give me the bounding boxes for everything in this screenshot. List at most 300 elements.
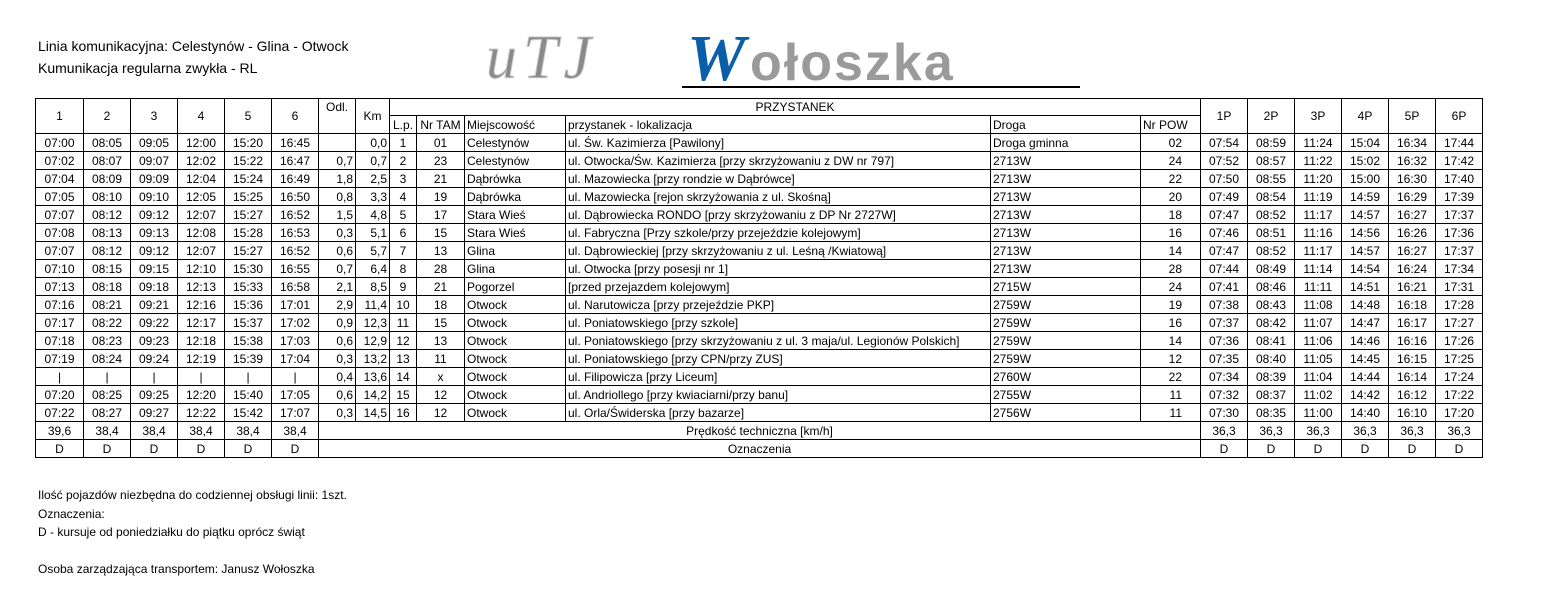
col-header-lokalizacja: przystanek - lokalizacja (566, 116, 991, 134)
km: 0,0 (356, 134, 390, 152)
locality: Otwock (465, 368, 566, 386)
dep-3: | (131, 368, 178, 386)
distance: 0,3 (319, 224, 356, 242)
stop-location: ul. Otwocka [przy posesji nr 1] (566, 260, 991, 278)
distance: 1,5 (319, 206, 356, 224)
tam-number: 21 (417, 278, 465, 296)
dep-6: 16:55 (272, 260, 319, 278)
stop-number: 3 (390, 170, 417, 188)
dep-5: 15:24 (225, 170, 272, 188)
dep-3: 09:12 (131, 242, 178, 260)
road: 2713W (991, 224, 1141, 242)
col-header-km: Km (356, 99, 390, 134)
speed-ret-2: 36,3 (1248, 422, 1295, 440)
distance: 0,9 (319, 314, 356, 332)
road: 2759W (991, 296, 1141, 314)
ret-1: 07:46 (1201, 224, 1248, 242)
locality: Pogorzel (465, 278, 566, 296)
ret-4: 15:00 (1342, 170, 1389, 188)
tam-number: 13 (417, 332, 465, 350)
col-header-ret-3: 3P (1295, 99, 1342, 134)
col-header-ret-1: 1P (1201, 99, 1248, 134)
road: 2759W (991, 332, 1141, 350)
road: 2713W (991, 260, 1141, 278)
ret-6: 17:37 (1436, 206, 1483, 224)
dep-2: 08:12 (84, 206, 131, 224)
mark-out-6: D (272, 440, 319, 458)
tam-number: x (417, 368, 465, 386)
speed-ret-3: 36,3 (1295, 422, 1342, 440)
pow-number: 28 (1141, 260, 1201, 278)
pow-number: 22 (1141, 368, 1201, 386)
marks-row (36, 440, 1483, 458)
road: 2759W (991, 314, 1141, 332)
dep-6: 16:45 (272, 134, 319, 152)
ret-2: 08:52 (1248, 242, 1295, 260)
line-title: Linia komunikacyjna: Celestynów - Glina - Otwock (38, 38, 349, 54)
distance: 1,8 (319, 170, 356, 188)
ret-4: 14:59 (1342, 188, 1389, 206)
dep-3: 09:05 (131, 134, 178, 152)
km: 12,3 (356, 314, 390, 332)
ret-3: 11:24 (1295, 134, 1342, 152)
ret-2: 08:41 (1248, 332, 1295, 350)
ret-2: 08:46 (1248, 278, 1295, 296)
stop-number: 12 (390, 332, 417, 350)
speed-label: Prędkość techniczna [km/h] (319, 422, 1201, 440)
pow-number: 02 (1141, 134, 1201, 152)
dep-1: 07:02 (36, 152, 84, 170)
locality: Otwock (465, 314, 566, 332)
ret-1: 07:32 (1201, 386, 1248, 404)
ret-3: 11:20 (1295, 170, 1342, 188)
ret-6: 17:22 (1436, 386, 1483, 404)
logo-name: ołoszka (750, 34, 955, 92)
km: 14,5 (356, 404, 390, 422)
dep-6: 17:02 (272, 314, 319, 332)
dep-4: 12:19 (178, 350, 225, 368)
table-row (36, 152, 1483, 170)
logo-w: W (687, 22, 746, 92)
distance (319, 134, 356, 152)
ret-5: 16:29 (1389, 188, 1436, 206)
dep-3: 09:25 (131, 386, 178, 404)
dep-2: 08:07 (84, 152, 131, 170)
ret-5: 16:10 (1389, 404, 1436, 422)
pow-number: 22 (1141, 170, 1201, 188)
table-row (36, 296, 1483, 314)
dep-1: 07:13 (36, 278, 84, 296)
road: 2715W (991, 278, 1141, 296)
dep-4: 12:00 (178, 134, 225, 152)
dep-6: 16:49 (272, 170, 319, 188)
stop-location: ul. Mazowiecka [przy rondzie w Dąbrówce] (566, 170, 991, 188)
distance: 0,8 (319, 188, 356, 206)
dep-3: 09:13 (131, 224, 178, 242)
ret-4: 14:42 (1342, 386, 1389, 404)
ret-6: 17:36 (1436, 224, 1483, 242)
ret-4: 14:45 (1342, 350, 1389, 368)
dep-5: 15:30 (225, 260, 272, 278)
tam-number: 28 (417, 260, 465, 278)
km: 2,5 (356, 170, 390, 188)
dep-2: 08:24 (84, 350, 131, 368)
road: 2713W (991, 152, 1141, 170)
dep-4: 12:02 (178, 152, 225, 170)
distance: 2,9 (319, 296, 356, 314)
dep-6: 17:01 (272, 296, 319, 314)
vehicles-note: Ilość pojazdów niezbędna do codziennej obsługi linii: 1szt. (38, 488, 347, 502)
dep-3: 09:09 (131, 170, 178, 188)
dep-3: 09:15 (131, 260, 178, 278)
speed-out-6: 38,4 (272, 422, 319, 440)
dep-2: 08:12 (84, 242, 131, 260)
ret-3: 11:07 (1295, 314, 1342, 332)
pow-number: 11 (1141, 404, 1201, 422)
dep-5: 15:37 (225, 314, 272, 332)
dep-5: 15:38 (225, 332, 272, 350)
distance: 0,6 (319, 242, 356, 260)
pow-number: 19 (1141, 296, 1201, 314)
ret-5: 16:27 (1389, 242, 1436, 260)
speed-out-2: 38,4 (84, 422, 131, 440)
marks-label: Oznaczenia (319, 440, 1201, 458)
ret-6: 17:34 (1436, 260, 1483, 278)
table-row (36, 332, 1483, 350)
distance: 0,7 (319, 152, 356, 170)
ret-1: 07:52 (1201, 152, 1248, 170)
stop-number: 13 (390, 350, 417, 368)
ret-6: 17:28 (1436, 296, 1483, 314)
tam-number: 12 (417, 386, 465, 404)
ret-3: 11:08 (1295, 296, 1342, 314)
km: 13,6 (356, 368, 390, 386)
speed-out-5: 38,4 (225, 422, 272, 440)
speed-out-3: 38,4 (131, 422, 178, 440)
dep-2: | (84, 368, 131, 386)
col-header-out-4: 4 (178, 99, 225, 134)
col-header-nr-tam: Nr TAM (417, 116, 465, 134)
dep-6: 16:53 (272, 224, 319, 242)
dep-2: 08:27 (84, 404, 131, 422)
ret-1: 07:54 (1201, 134, 1248, 152)
stop-number: 1 (390, 134, 417, 152)
tam-number: 15 (417, 314, 465, 332)
locality: Otwock (465, 404, 566, 422)
ret-4: 14:48 (1342, 296, 1389, 314)
mark-ret-1: D (1201, 440, 1248, 458)
dep-6: 17:04 (272, 350, 319, 368)
company-logo (482, 22, 1082, 92)
stop-location: ul. Narutowicza [przy przejeździe PKP] (566, 296, 991, 314)
ret-6: 17:27 (1436, 314, 1483, 332)
stop-number: 10 (390, 296, 417, 314)
col-header-ret-5: 5P (1389, 99, 1436, 134)
dep-6: 16:52 (272, 242, 319, 260)
dep-5: 15:27 (225, 206, 272, 224)
speed-ret-6: 36,3 (1436, 422, 1483, 440)
speed-out-1: 39,6 (36, 422, 84, 440)
ret-2: 08:42 (1248, 314, 1295, 332)
col-header-przystanek: PRZYSTANEK (390, 99, 1201, 116)
table-row (36, 386, 1483, 404)
pow-number: 20 (1141, 188, 1201, 206)
mark-ret-2: D (1248, 440, 1295, 458)
dep-1: 07:08 (36, 224, 84, 242)
col-header-out-6: 6 (272, 99, 319, 134)
ret-1: 07:38 (1201, 296, 1248, 314)
tam-number: 11 (417, 350, 465, 368)
locality: Celestynów (465, 134, 566, 152)
road: 2713W (991, 242, 1141, 260)
dep-5: 15:27 (225, 242, 272, 260)
dep-6: | (272, 368, 319, 386)
dep-1: 07:16 (36, 296, 84, 314)
stop-number: 16 (390, 404, 417, 422)
table-row (36, 260, 1483, 278)
ret-3: 11:11 (1295, 278, 1342, 296)
ret-2: 08:35 (1248, 404, 1295, 422)
km: 5,1 (356, 224, 390, 242)
ret-4: 14:44 (1342, 368, 1389, 386)
dep-5: 15:25 (225, 188, 272, 206)
pow-number: 14 (1141, 332, 1201, 350)
stop-location: ul. Św. Kazimierza [Pawilony] (566, 134, 991, 152)
pow-number: 14 (1141, 242, 1201, 260)
locality: Dąbrówka (465, 170, 566, 188)
pow-number: 16 (1141, 224, 1201, 242)
ret-5: 16:32 (1389, 152, 1436, 170)
dep-4: 12:16 (178, 296, 225, 314)
dep-2: 08:10 (84, 188, 131, 206)
dep-5: 15:20 (225, 134, 272, 152)
dep-1: 07:07 (36, 242, 84, 260)
km: 6,4 (356, 260, 390, 278)
col-header-out-3: 3 (131, 99, 178, 134)
ret-4: 14:56 (1342, 224, 1389, 242)
table-row (36, 224, 1483, 242)
col-header-miejscowosc: Miejscowość (465, 116, 566, 134)
km: 13,2 (356, 350, 390, 368)
tam-number: 17 (417, 206, 465, 224)
ret-2: 08:39 (1248, 368, 1295, 386)
locality: Otwock (465, 350, 566, 368)
speed-ret-5: 36,3 (1389, 422, 1436, 440)
distance: 0,7 (319, 260, 356, 278)
ret-3: 11:02 (1295, 386, 1342, 404)
dep-2: 08:13 (84, 224, 131, 242)
dep-1: 07:05 (36, 188, 84, 206)
mark-ret-3: D (1295, 440, 1342, 458)
col-header-ret-2: 2P (1248, 99, 1295, 134)
ret-4: 14:46 (1342, 332, 1389, 350)
ret-3: 11:22 (1295, 152, 1342, 170)
dep-2: 08:18 (84, 278, 131, 296)
col-header-lp: L.p. (390, 116, 417, 134)
distance: 0,6 (319, 332, 356, 350)
road: 2755W (991, 386, 1141, 404)
ret-2: 08:43 (1248, 296, 1295, 314)
stop-number: 9 (390, 278, 417, 296)
dep-6: 17:03 (272, 332, 319, 350)
ret-3: 11:16 (1295, 224, 1342, 242)
dep-1: 07:19 (36, 350, 84, 368)
ret-5: 16:26 (1389, 224, 1436, 242)
ret-4: 14:57 (1342, 206, 1389, 224)
dep-4: 12:07 (178, 242, 225, 260)
stop-number: 7 (390, 242, 417, 260)
col-header-ret-4: 4P (1342, 99, 1389, 134)
mark-ret-5: D (1389, 440, 1436, 458)
dep-5: 15:33 (225, 278, 272, 296)
ret-3: 11:14 (1295, 260, 1342, 278)
mark-out-3: D (131, 440, 178, 458)
dep-5: 15:42 (225, 404, 272, 422)
dep-4: 12:08 (178, 224, 225, 242)
ret-2: 08:37 (1248, 386, 1295, 404)
locality: Stara Wieś (465, 224, 566, 242)
ret-6: 17:42 (1436, 152, 1483, 170)
ret-2: 08:49 (1248, 260, 1295, 278)
dep-1: 07:07 (36, 206, 84, 224)
col-header-out-2: 2 (84, 99, 131, 134)
road: Droga gminna (991, 134, 1141, 152)
col-header-out-1: 1 (36, 99, 84, 134)
dep-6: 16:52 (272, 206, 319, 224)
km: 5,7 (356, 242, 390, 260)
table-row (36, 314, 1483, 332)
dep-2: 08:25 (84, 386, 131, 404)
dep-4: 12:13 (178, 278, 225, 296)
ret-5: 16:18 (1389, 296, 1436, 314)
dep-3: 09:07 (131, 152, 178, 170)
locality: Otwock (465, 296, 566, 314)
pow-number: 11 (1141, 386, 1201, 404)
table-row (36, 134, 1483, 152)
ret-1: 07:41 (1201, 278, 1248, 296)
stop-number: 4 (390, 188, 417, 206)
tam-number: 12 (417, 404, 465, 422)
dep-1: 07:00 (36, 134, 84, 152)
pow-number: 16 (1141, 314, 1201, 332)
col-header-nr-pow: Nr POW (1141, 116, 1201, 134)
ret-2: 08:40 (1248, 350, 1295, 368)
dep-3: 09:21 (131, 296, 178, 314)
ret-2: 08:51 (1248, 224, 1295, 242)
pow-number: 24 (1141, 278, 1201, 296)
road: 2713W (991, 170, 1141, 188)
ret-3: 11:19 (1295, 188, 1342, 206)
ret-6: 17:24 (1436, 368, 1483, 386)
locality: Stara Wieś (465, 206, 566, 224)
km: 4,8 (356, 206, 390, 224)
ret-5: 16:14 (1389, 368, 1436, 386)
dep-4: 12:07 (178, 206, 225, 224)
dep-4: 12:17 (178, 314, 225, 332)
legend-d: D - kursuje od poniedziałku do piątku oprócz świąt (38, 525, 305, 539)
dep-5: 15:22 (225, 152, 272, 170)
ret-4: 14:57 (1342, 242, 1389, 260)
ret-1: 07:47 (1201, 242, 1248, 260)
ret-2: 08:59 (1248, 134, 1295, 152)
speed-row (36, 422, 1483, 440)
mark-out-1: D (36, 440, 84, 458)
dep-3: 09:18 (131, 278, 178, 296)
dep-3: 09:12 (131, 206, 178, 224)
stop-location: ul. Dąbrowiecka RONDO [przy skrzyżowaniu z DP Nr 2727W] (566, 206, 991, 224)
dep-5: 15:28 (225, 224, 272, 242)
dep-6: 16:50 (272, 188, 319, 206)
mark-ret-6: D (1436, 440, 1483, 458)
stop-number: 2 (390, 152, 417, 170)
tam-number: 13 (417, 242, 465, 260)
dep-1: 07:04 (36, 170, 84, 188)
distance: 2,1 (319, 278, 356, 296)
ret-4: 14:51 (1342, 278, 1389, 296)
ret-4: 15:04 (1342, 134, 1389, 152)
ret-5: 16:12 (1389, 386, 1436, 404)
pow-number: 18 (1141, 206, 1201, 224)
stop-number: 5 (390, 206, 417, 224)
dep-2: 08:23 (84, 332, 131, 350)
stop-location: ul. Poniatowskiego [przy skrzyżowaniu z ul. 3 maja/ul. Legionów Polskich] (566, 332, 991, 350)
table-row (36, 278, 1483, 296)
mark-ret-4: D (1342, 440, 1389, 458)
line-type: Kumunikacja regularna zwykła - RL (38, 60, 258, 76)
ret-2: 08:55 (1248, 170, 1295, 188)
ret-3: 11:04 (1295, 368, 1342, 386)
stop-location: ul. Otwocka/Św. Kazimierza [przy skrzyżowaniu z DW nr 797] (566, 152, 991, 170)
dep-3: 09:23 (131, 332, 178, 350)
km: 8,5 (356, 278, 390, 296)
dep-4: 12:04 (178, 170, 225, 188)
ret-2: 08:57 (1248, 152, 1295, 170)
pow-number: 12 (1141, 350, 1201, 368)
locality: Glina (465, 260, 566, 278)
timetable (35, 98, 1483, 458)
ret-1: 07:44 (1201, 260, 1248, 278)
legend-title: Oznaczenia: (38, 507, 105, 521)
dep-4: 12:05 (178, 188, 225, 206)
tam-number: 18 (417, 296, 465, 314)
stop-number: 15 (390, 386, 417, 404)
table-row (36, 242, 1483, 260)
dep-5: 15:39 (225, 350, 272, 368)
ret-6: 17:26 (1436, 332, 1483, 350)
ret-6: 17:40 (1436, 170, 1483, 188)
table-row (36, 206, 1483, 224)
locality: Dąbrówka (465, 188, 566, 206)
distance: 0,3 (319, 404, 356, 422)
logo-initials: uTJ (486, 24, 597, 92)
col-header-droga: Droga (991, 116, 1141, 134)
ret-5: 16:21 (1389, 278, 1436, 296)
ret-5: 16:15 (1389, 350, 1436, 368)
stop-location: [przed przejazdem kolejowym] (566, 278, 991, 296)
dep-6: 17:05 (272, 386, 319, 404)
table-row (36, 368, 1483, 386)
dep-3: 09:24 (131, 350, 178, 368)
dep-4: 12:22 (178, 404, 225, 422)
ret-3: 11:05 (1295, 350, 1342, 368)
table-row (36, 404, 1483, 422)
tam-number: 21 (417, 170, 465, 188)
ret-6: 17:25 (1436, 350, 1483, 368)
dep-2: 08:05 (84, 134, 131, 152)
ret-6: 17:39 (1436, 188, 1483, 206)
stop-number: 14 (390, 368, 417, 386)
col-header-ret-6: 6P (1436, 99, 1483, 134)
